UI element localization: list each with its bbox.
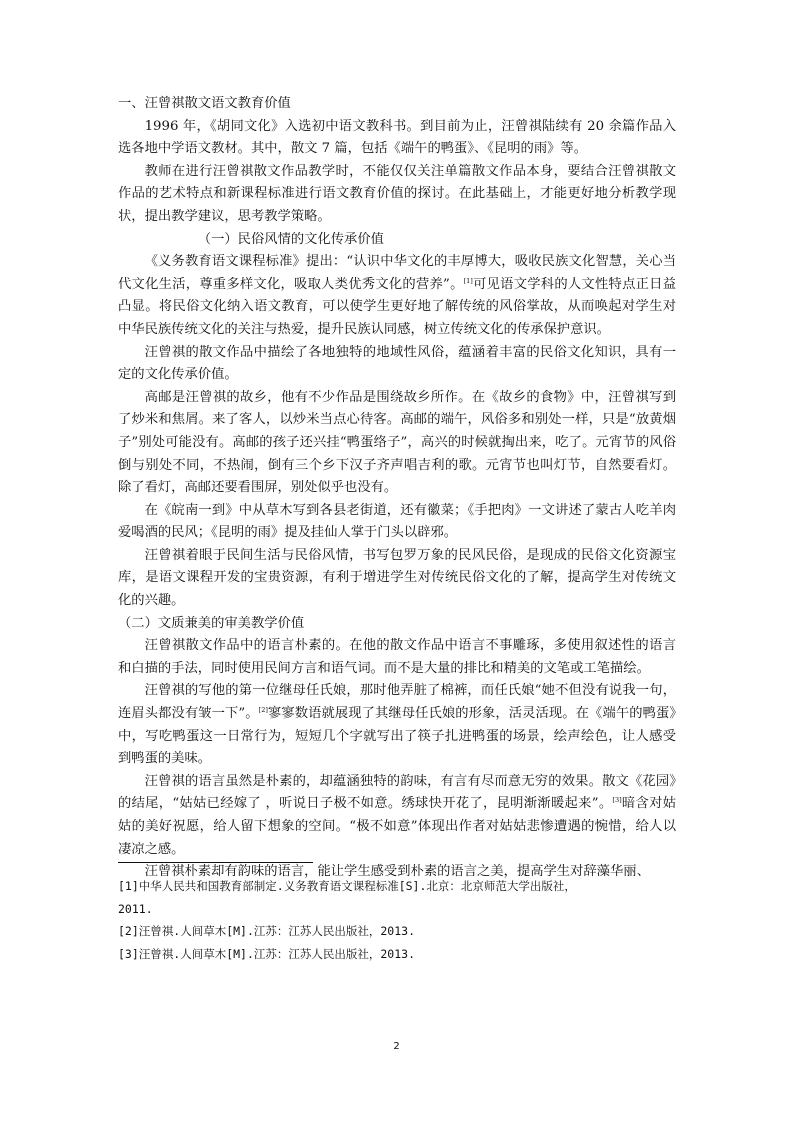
section-heading: 一、汪曾祺散文语文教育价值 [118,96,291,111]
paragraph-text: 暗含对姑姑的美好祝愿，给人留下想象的空间。“极不如意”体现出作者对姑姑悲惨遭遇的惋惜，给人以凄凉之感。 [118,796,677,857]
footnote-3: [3]汪曾祺.人间草木[M].江苏：江苏人民出版社，2013. [118,946,416,961]
paragraph [118,680,676,770]
paragraph: 汪曾祺的散文作品中描绘了各地独特的地域性风俗，蕴涵着丰富的民俗文化知识，具有一定的文化传承价值。 [118,344,676,383]
subsection-heading: （二）文质兼美的审美教学价值 [118,615,305,631]
paragraph [118,251,676,341]
paragraph-text: 汪曾祺的写他的第一位继母任氏娘，那时他弄脏了棉裤，而任氏娘“她不但没有说我一句，连眉头都没有皱一下”。 [118,683,676,722]
paragraph-text: 寥寥数语就展现了其继母任氏娘的形象，活灵活现。在《端午的鸭蛋》中，写吃鸭蛋这一日常行为，短短几个字就写出了筷子扎进鸭蛋的场景，绘声绘色，让人感受到鸭蛋的美味。 [118,706,676,767]
footnotes [118,875,678,965]
paragraph: 在《皖南一到》中从草木写到各县老街道，还有徽菜；《手把肉》一文讲述了蒙古人吃羊肉爱喝酒的民风；《昆明的雨》提及挂仙人掌于门头以辟邪。 [118,502,676,541]
footnote-1-continued: 2011. [118,901,153,916]
citation-marker: [1] [463,276,473,285]
paragraph: 高邮是汪曾祺的故乡，他有不少作品是围绕故乡所作。在《故乡的食物》中，汪曾祺写到了炒米和焦屑。来了客人，以炒米当点心待客。高邮的端午，风俗多和别处一样，只是“放黄烟子”别处可能没有。高邮的孩子还兴挂“鸭蛋络子”，高兴的时候就掏出来，吃了。元宵节的风俗倒与别处不同，不热闹，倒有三个乡下汉子齐声唱吉利的歌。元宵节也叫灯节，自然要看灯。除了看灯，高邮还要看围屏，别处似乎也没有。 [118,389,676,496]
subsection-heading: （一）民俗风情的文化传承价值 [197,231,384,247]
footnote-1: [1]中华人民共和国教育部制定.义务教育语文课程标准[S].北京：北京师范大学出版社， [118,879,576,893]
paragraph-text: 汪曾祺的语言虽然是朴素的，却蕴涵独特的韵味，有言有尽而意无穷的效果。散文《花园》的结尾，“姑姑已经嫁了 ，听说日子极不如意。绣球快开花了，昆明渐渐暖起来”。 [118,773,676,812]
citation-marker: [3] [612,796,622,805]
paragraph-text: 《义务教育语文课程标准》提出：“认识中华文化的丰厚博大，吸收民族文化智慧，关心当代文化生活，尊重多样文化，吸取人类优秀文化的营养”。 [118,254,676,292]
page-number: 2 [393,1041,400,1052]
paragraph: 汪曾祺散文作品中的语言朴素的。在他的散文作品中语言不事雕琢，多使用叙述性的语言和白描的手法，同时使用民间方言和语气词。而不是大量的排比和精美的文笔或工笔描绘。 [118,638,676,676]
body-text [118,93,676,884]
paragraph: 汪曾祺朴素却有韵味的语言，能让学生感受到朴素的语言之美，提高学生对辞藻华丽、 [144,864,650,880]
paragraph-text: 可见语文学科的人文性特点正日益凸显。将民俗文化纳入语文教育，可以使学生更好地了解传统的风俗掌故，从而唤起对学生对中华民族传统文化的关注与热爱，提升民族认同感，树立传统文化的传承保护意识。 [118,276,676,337]
footnote-divider [118,862,313,863]
citation-marker: [2] [258,706,268,715]
paragraph: 1996 年，《胡同文化》入选初中语文教科书。到目前为止，汪曾祺陆续有 20 余篇作品入选各地中学语文教材。其中，散文 7 篇，包括《端午的鸭蛋》、《昆明的雨》等。 [118,118,676,157]
paragraph: 汪曾祺着眼于民间生活与民俗风情，书写包罗万象的民风民俗，是现成的民俗文化资源宝库，是语文课程开发的宝贵资源，有利于增进学生对传统民俗文化的了解，提高学生对传统文化的兴趣。 [118,547,676,609]
paragraph: 教师在进行汪曾祺散文作品教学时，不能仅仅关注单篇散文作品本身，要结合汪曾祺散文作品的艺术特点和新课程标准进行语文教育价值的探讨。在此基础上，才能更好地分析教学现状，提出教学建议，思考教学策略。 [118,163,676,224]
paragraph [118,771,676,861]
footnote-2: [2]汪曾祺.人间草木[M].江苏：江苏人民出版社，2013. [118,924,416,938]
